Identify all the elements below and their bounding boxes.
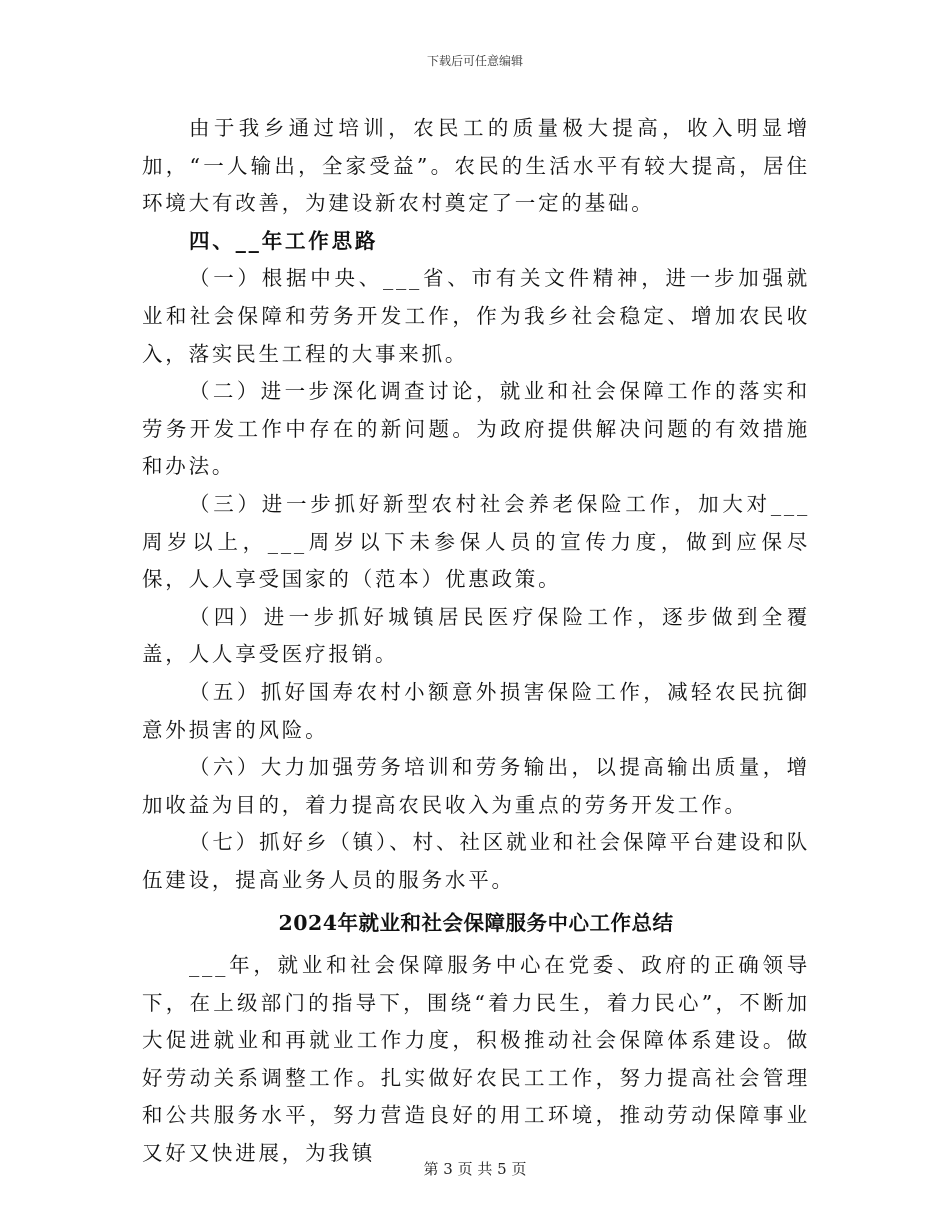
work-item-1: （一）根据中央、___省、市有关文件精神，进一步加强就业和社会保障和劳务开发工作，作为我乡社会稳定、增加农民收入，落实民生工程的大事来抓。 [142,266,810,366]
document-body [142,110,810,1173]
intro-paragraph: 由于我乡通过培训，农民工的质量极大提高，收入明显增加，“一人输出，全家受益”。农民的生活水平有较大提高，居住环境大有改善，为建设新农村奠定了一定的基础。 [142,116,810,216]
work-item-5: （五）抓好国寿农村小额意外损害保险工作，减轻农民抗御意外损害的风险。 [142,679,810,742]
page-number: 第 3 页 共 5 页 [423,1160,527,1178]
page-header-note: 下载后可任意编辑 [426,54,523,68]
work-item-6: （六）大力加强劳务培训和劳务输出，以提高输出质量，增加收益为目的，着力提高农民收入为重点的劳务开发工作。 [142,755,810,817]
summary-paragraph: ___年，就业和社会保障服务中心在党委、政府的正确领导下，在上级部门的指导下，围绕“着力民生，着力民心”，不断加大促进就业和再就业工作力度，积极推动社会保障体系建设。做好劳动关系调整工作。扎实做好农民工工作，努力提高社会管理和公共服务水平，努力营造良好的用工环境，推动劳动保障事业又好又快进展，为我镇 [142,953,810,1166]
work-item-3: （三）进一步抓好新型农村社会养老保险工作，加大对___周岁以上，___周岁以下未参保人员的宣传力度，做到应保尽保，人人享受国家的（范本）优惠政策。 [142,491,810,592]
work-item-2: （二）进一步深化调查讨论，就业和社会保障工作的落实和劳务开发工作中存在的新问题。为政府提供解决问题的有效措施和办法。 [142,379,810,479]
section-heading: 四、__年工作思路 [189,228,379,253]
document-title: 2024年就业和社会保障服务中心工作总结 [278,911,674,936]
work-item-7: （七）抓好乡（镇）、村、社区就业和社会保障平台建设和队伍建设，提高业务人员的服务水平。 [142,830,810,892]
work-item-4: （四）进一步抓好城镇居民医疗保险工作，逐步做到全覆盖，人人享受医疗报销。 [142,604,810,667]
